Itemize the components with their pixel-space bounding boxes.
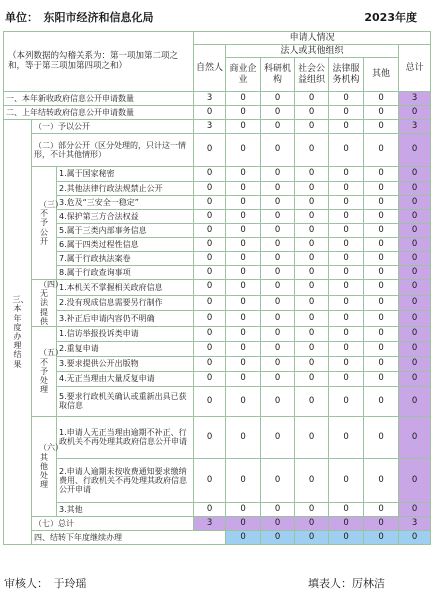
value-cell: 0 bbox=[329, 341, 364, 356]
value-cell: 0 bbox=[329, 371, 364, 386]
value-cell: 0 bbox=[364, 210, 399, 224]
value-cell: 0 bbox=[364, 167, 399, 182]
value-cell: 0 bbox=[194, 106, 226, 120]
value-cell: 0 bbox=[364, 356, 399, 371]
value-cell: 0 bbox=[194, 458, 226, 502]
label-not-processed-item: 2.重复申请 bbox=[57, 341, 194, 356]
value-cell: 0 bbox=[329, 502, 364, 516]
value-cell: 0 bbox=[364, 280, 399, 296]
value-cell: 0 bbox=[261, 326, 295, 341]
value-cell: 0 bbox=[261, 106, 295, 120]
table-row bbox=[4, 516, 431, 530]
value-cell: 0 bbox=[194, 167, 226, 182]
value-cell: 0 bbox=[295, 326, 329, 341]
value-cell: 0 bbox=[194, 134, 226, 167]
value-cell: 0 bbox=[226, 356, 261, 371]
value-cell: 0 bbox=[364, 516, 399, 530]
value-total: 0 bbox=[399, 295, 431, 311]
value-cell: 0 bbox=[226, 252, 261, 266]
value-cell: 0 bbox=[194, 252, 226, 266]
value-cell: 0 bbox=[295, 295, 329, 311]
year-label: 2023年度 bbox=[364, 11, 417, 24]
value-total: 3 bbox=[399, 516, 431, 530]
value-cell: 0 bbox=[261, 92, 295, 106]
label-other-handling-item: 3.其他 bbox=[57, 502, 194, 516]
value-total: 3 bbox=[399, 120, 431, 134]
label-not-open-item: 1.属于国家秘密 bbox=[57, 167, 194, 182]
report-header bbox=[0, 0, 433, 30]
table-row bbox=[4, 280, 431, 296]
col-social: 社会公益组织 bbox=[295, 58, 329, 92]
value-cell: 0 bbox=[194, 295, 226, 311]
table-row bbox=[4, 182, 431, 196]
value-cell: 0 bbox=[261, 252, 295, 266]
label-other-handling bbox=[32, 416, 63, 516]
value-cell: 0 bbox=[329, 210, 364, 224]
value-cell: 0 bbox=[364, 530, 399, 544]
value-cell: 0 bbox=[364, 106, 399, 120]
value-cell: 0 bbox=[226, 530, 261, 544]
value-cell: 0 bbox=[295, 92, 329, 106]
value-cell: 0 bbox=[226, 516, 261, 530]
value-cell: 0 bbox=[261, 295, 295, 311]
value-cell: 0 bbox=[226, 416, 261, 458]
label-not-processed-item: 5.要求行政机关确认或重新出具已获取信息 bbox=[57, 386, 194, 416]
label-cannot-provide-item: 1.本机关不掌握相关政府信息 bbox=[57, 280, 194, 296]
value-total: 0 bbox=[399, 182, 431, 196]
value-cell: 0 bbox=[329, 416, 364, 458]
col-other: 其他 bbox=[364, 58, 399, 92]
value-total: 3 bbox=[399, 92, 431, 106]
value-cell: 0 bbox=[329, 266, 364, 280]
value-cell: 0 bbox=[295, 341, 329, 356]
value-cell: 0 bbox=[226, 280, 261, 296]
value-cell: 0 bbox=[226, 210, 261, 224]
value-total: 0 bbox=[399, 224, 431, 238]
table-row bbox=[4, 530, 431, 544]
label-not-open-item: 5.属于三类内部事务信息 bbox=[57, 224, 194, 238]
value-cell: 3 bbox=[194, 92, 226, 106]
value-cell: 0 bbox=[364, 252, 399, 266]
value-total: 0 bbox=[399, 238, 431, 252]
table-row bbox=[4, 295, 431, 311]
label-not-open-item: 6.属于四类过程性信息 bbox=[57, 238, 194, 252]
label-not-open-item: 3.危及“三安全一稳定” bbox=[57, 196, 194, 210]
value-cell: 0 bbox=[261, 134, 295, 167]
value-cell: 0 bbox=[295, 224, 329, 238]
table-row bbox=[4, 238, 431, 252]
label-grand-total: （七）总计 bbox=[32, 516, 194, 530]
value-cell: 0 bbox=[364, 416, 399, 458]
label-section-three-text: 三、本年度办理结果 bbox=[12, 295, 29, 369]
value-cell: 0 bbox=[364, 224, 399, 238]
value-cell: 0 bbox=[295, 210, 329, 224]
value-cell: 0 bbox=[329, 167, 364, 182]
value-cell: 0 bbox=[329, 224, 364, 238]
label-not-open-item: 7.属于行政执法案卷 bbox=[57, 252, 194, 266]
value-cell: 0 bbox=[194, 224, 226, 238]
value-cell: 0 bbox=[364, 266, 399, 280]
value-total: 0 bbox=[399, 416, 431, 458]
col-natural: 自然人 bbox=[194, 45, 226, 92]
value-cell: 0 bbox=[364, 311, 399, 327]
table-row bbox=[4, 134, 431, 167]
value-cell: 0 bbox=[295, 120, 329, 134]
value-cell: 0 bbox=[295, 371, 329, 386]
value-cell: 0 bbox=[329, 238, 364, 252]
value-total: 0 bbox=[399, 134, 431, 167]
value-cell: 0 bbox=[226, 224, 261, 238]
value-cell: 0 bbox=[329, 120, 364, 134]
value-cell: 0 bbox=[194, 196, 226, 210]
label-section-three bbox=[4, 120, 32, 545]
applicant-header: 申请人情况 bbox=[194, 32, 431, 45]
label-other-handling-item: 1.申请人无正当理由逾期不补正、行政机关不再处理其政府信息公开申请 bbox=[57, 416, 194, 458]
value-total: 0 bbox=[399, 252, 431, 266]
label-cannot-provide-text: （四）无法提供 bbox=[39, 280, 63, 326]
table-row bbox=[4, 120, 431, 134]
table-row bbox=[4, 416, 431, 458]
value-total: 0 bbox=[399, 167, 431, 182]
value-cell: 0 bbox=[329, 196, 364, 210]
label-not-processed-item: 4.无正当理由大量反复申请 bbox=[57, 371, 194, 386]
table-row bbox=[4, 224, 431, 238]
value-total: 0 bbox=[399, 356, 431, 371]
value-cell: 0 bbox=[329, 311, 364, 327]
value-cell: 0 bbox=[194, 416, 226, 458]
value-cell: 0 bbox=[329, 252, 364, 266]
table-row bbox=[4, 266, 431, 280]
value-cell: 0 bbox=[295, 502, 329, 516]
value-total: 0 bbox=[399, 371, 431, 386]
value-cell: 0 bbox=[364, 120, 399, 134]
value-cell: 0 bbox=[364, 371, 399, 386]
col-commercial: 商业企业 bbox=[226, 58, 261, 92]
label-other-handling-item: 2.申请人逾期未按收费通知要求缴纳费用、行政机关不再处理其政府信息公开申请 bbox=[57, 458, 194, 502]
table-row bbox=[4, 371, 431, 386]
value-cell: 0 bbox=[295, 134, 329, 167]
value-cell: 0 bbox=[226, 371, 261, 386]
label-cannot-provide-item: 3.补正后申请内容仍不明确 bbox=[57, 311, 194, 327]
value-cell: 0 bbox=[194, 356, 226, 371]
filler-label: 填表人：厉林洁 bbox=[308, 577, 385, 590]
value-cell: 0 bbox=[261, 530, 295, 544]
label-cannot-provide bbox=[32, 280, 63, 327]
value-cell: 0 bbox=[194, 371, 226, 386]
table-row bbox=[4, 252, 431, 266]
value-cell: 0 bbox=[295, 386, 329, 416]
value-cell: 0 bbox=[364, 295, 399, 311]
value-cell: 0 bbox=[261, 280, 295, 296]
value-cell: 0 bbox=[226, 458, 261, 502]
value-cell: 0 bbox=[329, 458, 364, 502]
value-total: 0 bbox=[399, 502, 431, 516]
label-open: （一）予以公开 bbox=[32, 120, 194, 134]
value-cell: 0 bbox=[364, 134, 399, 167]
value-cell: 0 bbox=[399, 530, 431, 544]
value-cell: 0 bbox=[261, 341, 295, 356]
value-cell: 0 bbox=[261, 120, 295, 134]
value-cell: 0 bbox=[261, 210, 295, 224]
report-table bbox=[3, 31, 431, 545]
col-legal-service: 法律服务机构 bbox=[329, 58, 364, 92]
value-cell: 0 bbox=[226, 92, 261, 106]
table-row bbox=[4, 502, 431, 516]
value-cell: 0 bbox=[194, 341, 226, 356]
value-cell: 0 bbox=[226, 295, 261, 311]
value-cell: 0 bbox=[194, 280, 226, 296]
value-cell: 0 bbox=[295, 266, 329, 280]
value-cell: 0 bbox=[364, 182, 399, 196]
value-cell: 0 bbox=[295, 356, 329, 371]
value-cell: 0 bbox=[364, 386, 399, 416]
value-total: 0 bbox=[399, 341, 431, 356]
value-cell: 0 bbox=[295, 280, 329, 296]
value-cell: 0 bbox=[261, 238, 295, 252]
value-cell: 0 bbox=[329, 106, 364, 120]
label-new: 一、本年新收政府信息公开申请数量 bbox=[4, 92, 194, 106]
value-cell: 0 bbox=[329, 386, 364, 416]
value-cell: 0 bbox=[261, 196, 295, 210]
table-row bbox=[4, 167, 431, 182]
label-not-processed-item: 3.要求提供公开出版物 bbox=[57, 356, 194, 371]
value-cell: 0 bbox=[329, 356, 364, 371]
value-total: 0 bbox=[399, 196, 431, 210]
table-row bbox=[4, 386, 431, 416]
value-cell: 0 bbox=[261, 416, 295, 458]
value-cell: 0 bbox=[329, 530, 364, 544]
value-cell: 0 bbox=[194, 210, 226, 224]
value-cell: 0 bbox=[295, 182, 329, 196]
label-carry-next: 四、结转下年度继续办理 bbox=[32, 530, 226, 544]
value-cell: 0 bbox=[226, 341, 261, 356]
value-cell: 0 bbox=[364, 341, 399, 356]
value-cell: 0 bbox=[194, 311, 226, 327]
value-cell: 0 bbox=[261, 182, 295, 196]
col-total: 总计 bbox=[399, 45, 431, 92]
report-footer bbox=[0, 570, 433, 596]
label-not-open-item: 2.其他法律行政法规禁止公开 bbox=[57, 182, 194, 196]
value-total: 0 bbox=[399, 266, 431, 280]
value-cell: 0 bbox=[261, 516, 295, 530]
value-cell: 0 bbox=[329, 182, 364, 196]
value-cell: 0 bbox=[261, 266, 295, 280]
value-cell: 0 bbox=[261, 224, 295, 238]
label-not-open-text: （三）不予公开 bbox=[39, 200, 63, 246]
reviewer-label: 审核人： 于玲瑶 bbox=[4, 577, 87, 590]
label-cannot-provide-item: 2.没有现成信息需要另行制作 bbox=[57, 295, 194, 311]
value-cell: 0 bbox=[226, 386, 261, 416]
value-cell: 0 bbox=[261, 458, 295, 502]
value-cell: 0 bbox=[226, 238, 261, 252]
label-not-processed-text: （五）不予处理 bbox=[39, 348, 63, 395]
value-cell: 0 bbox=[295, 516, 329, 530]
value-cell: 0 bbox=[295, 530, 329, 544]
value-total: 0 bbox=[399, 106, 431, 120]
label-not-open-item: 4.保护第三方合法权益 bbox=[57, 210, 194, 224]
col-research: 科研机构 bbox=[261, 58, 295, 92]
value-cell: 0 bbox=[261, 356, 295, 371]
value-cell: 0 bbox=[295, 252, 329, 266]
value-cell: 0 bbox=[226, 120, 261, 134]
value-cell: 0 bbox=[261, 371, 295, 386]
value-cell: 0 bbox=[226, 182, 261, 196]
value-cell: 3 bbox=[194, 516, 226, 530]
value-cell: 0 bbox=[295, 167, 329, 182]
label-not-processed bbox=[32, 326, 63, 416]
table-row bbox=[4, 210, 431, 224]
table-row bbox=[4, 326, 431, 341]
unit-label: 单位： 东阳市经济和信息化局 bbox=[5, 11, 154, 24]
value-cell: 0 bbox=[329, 516, 364, 530]
value-cell: 0 bbox=[364, 238, 399, 252]
note-cell: （本列数据的勾稽关系为：第一项加第二项之和，等于第三项加第四项之和） bbox=[4, 32, 194, 92]
value-cell: 0 bbox=[295, 106, 329, 120]
value-cell: 0 bbox=[194, 502, 226, 516]
value-cell: 0 bbox=[364, 458, 399, 502]
value-cell: 0 bbox=[295, 416, 329, 458]
value-cell: 0 bbox=[329, 295, 364, 311]
value-total: 0 bbox=[399, 210, 431, 224]
value-cell: 0 bbox=[364, 92, 399, 106]
value-total: 0 bbox=[399, 458, 431, 502]
value-cell: 3 bbox=[194, 120, 226, 134]
value-cell: 0 bbox=[226, 167, 261, 182]
table-row bbox=[4, 458, 431, 502]
value-cell: 0 bbox=[261, 502, 295, 516]
value-cell: 0 bbox=[194, 266, 226, 280]
value-cell: 0 bbox=[194, 238, 226, 252]
value-cell: 0 bbox=[226, 326, 261, 341]
table-row bbox=[4, 341, 431, 356]
value-cell: 0 bbox=[226, 266, 261, 280]
value-cell: 0 bbox=[295, 238, 329, 252]
value-total: 0 bbox=[399, 386, 431, 416]
value-cell: 0 bbox=[295, 311, 329, 327]
value-cell: 0 bbox=[364, 196, 399, 210]
value-cell: 0 bbox=[364, 326, 399, 341]
value-cell: 0 bbox=[226, 502, 261, 516]
value-cell: 0 bbox=[329, 134, 364, 167]
table-row bbox=[4, 311, 431, 327]
value-cell: 0 bbox=[194, 386, 226, 416]
table-row bbox=[4, 92, 431, 106]
label-not-open-item: 8.属于行政查询事项 bbox=[57, 266, 194, 280]
value-cell: 0 bbox=[194, 326, 226, 341]
value-total: 0 bbox=[399, 280, 431, 296]
value-cell: 0 bbox=[261, 311, 295, 327]
label-not-processed-item: 1.信访举报投诉类申请 bbox=[57, 326, 194, 341]
value-cell: 0 bbox=[329, 326, 364, 341]
label-carryover: 二、上年结转政府信息公开申请数量 bbox=[4, 106, 194, 120]
value-cell: 0 bbox=[364, 502, 399, 516]
legal-group-header: 法人或其他组织 bbox=[226, 45, 399, 58]
value-cell: 0 bbox=[226, 134, 261, 167]
table-row bbox=[4, 106, 431, 120]
value-cell: 0 bbox=[226, 311, 261, 327]
table-row bbox=[4, 356, 431, 371]
value-cell: 0 bbox=[226, 196, 261, 210]
label-partial: （二）部分公开（区分处理的，只计这一情形，不计其他情形） bbox=[32, 134, 194, 167]
value-cell: 0 bbox=[329, 280, 364, 296]
value-cell: 0 bbox=[226, 106, 261, 120]
value-cell: 0 bbox=[194, 182, 226, 196]
value-total: 0 bbox=[399, 326, 431, 341]
label-other-handling-text: （六）其他处理 bbox=[39, 443, 63, 490]
value-cell: 0 bbox=[261, 167, 295, 182]
label-not-open bbox=[32, 167, 63, 280]
value-cell: 0 bbox=[295, 196, 329, 210]
value-cell: 0 bbox=[295, 458, 329, 502]
table-row bbox=[4, 196, 431, 210]
value-total: 0 bbox=[399, 311, 431, 327]
value-cell: 0 bbox=[329, 92, 364, 106]
value-cell: 0 bbox=[261, 386, 295, 416]
